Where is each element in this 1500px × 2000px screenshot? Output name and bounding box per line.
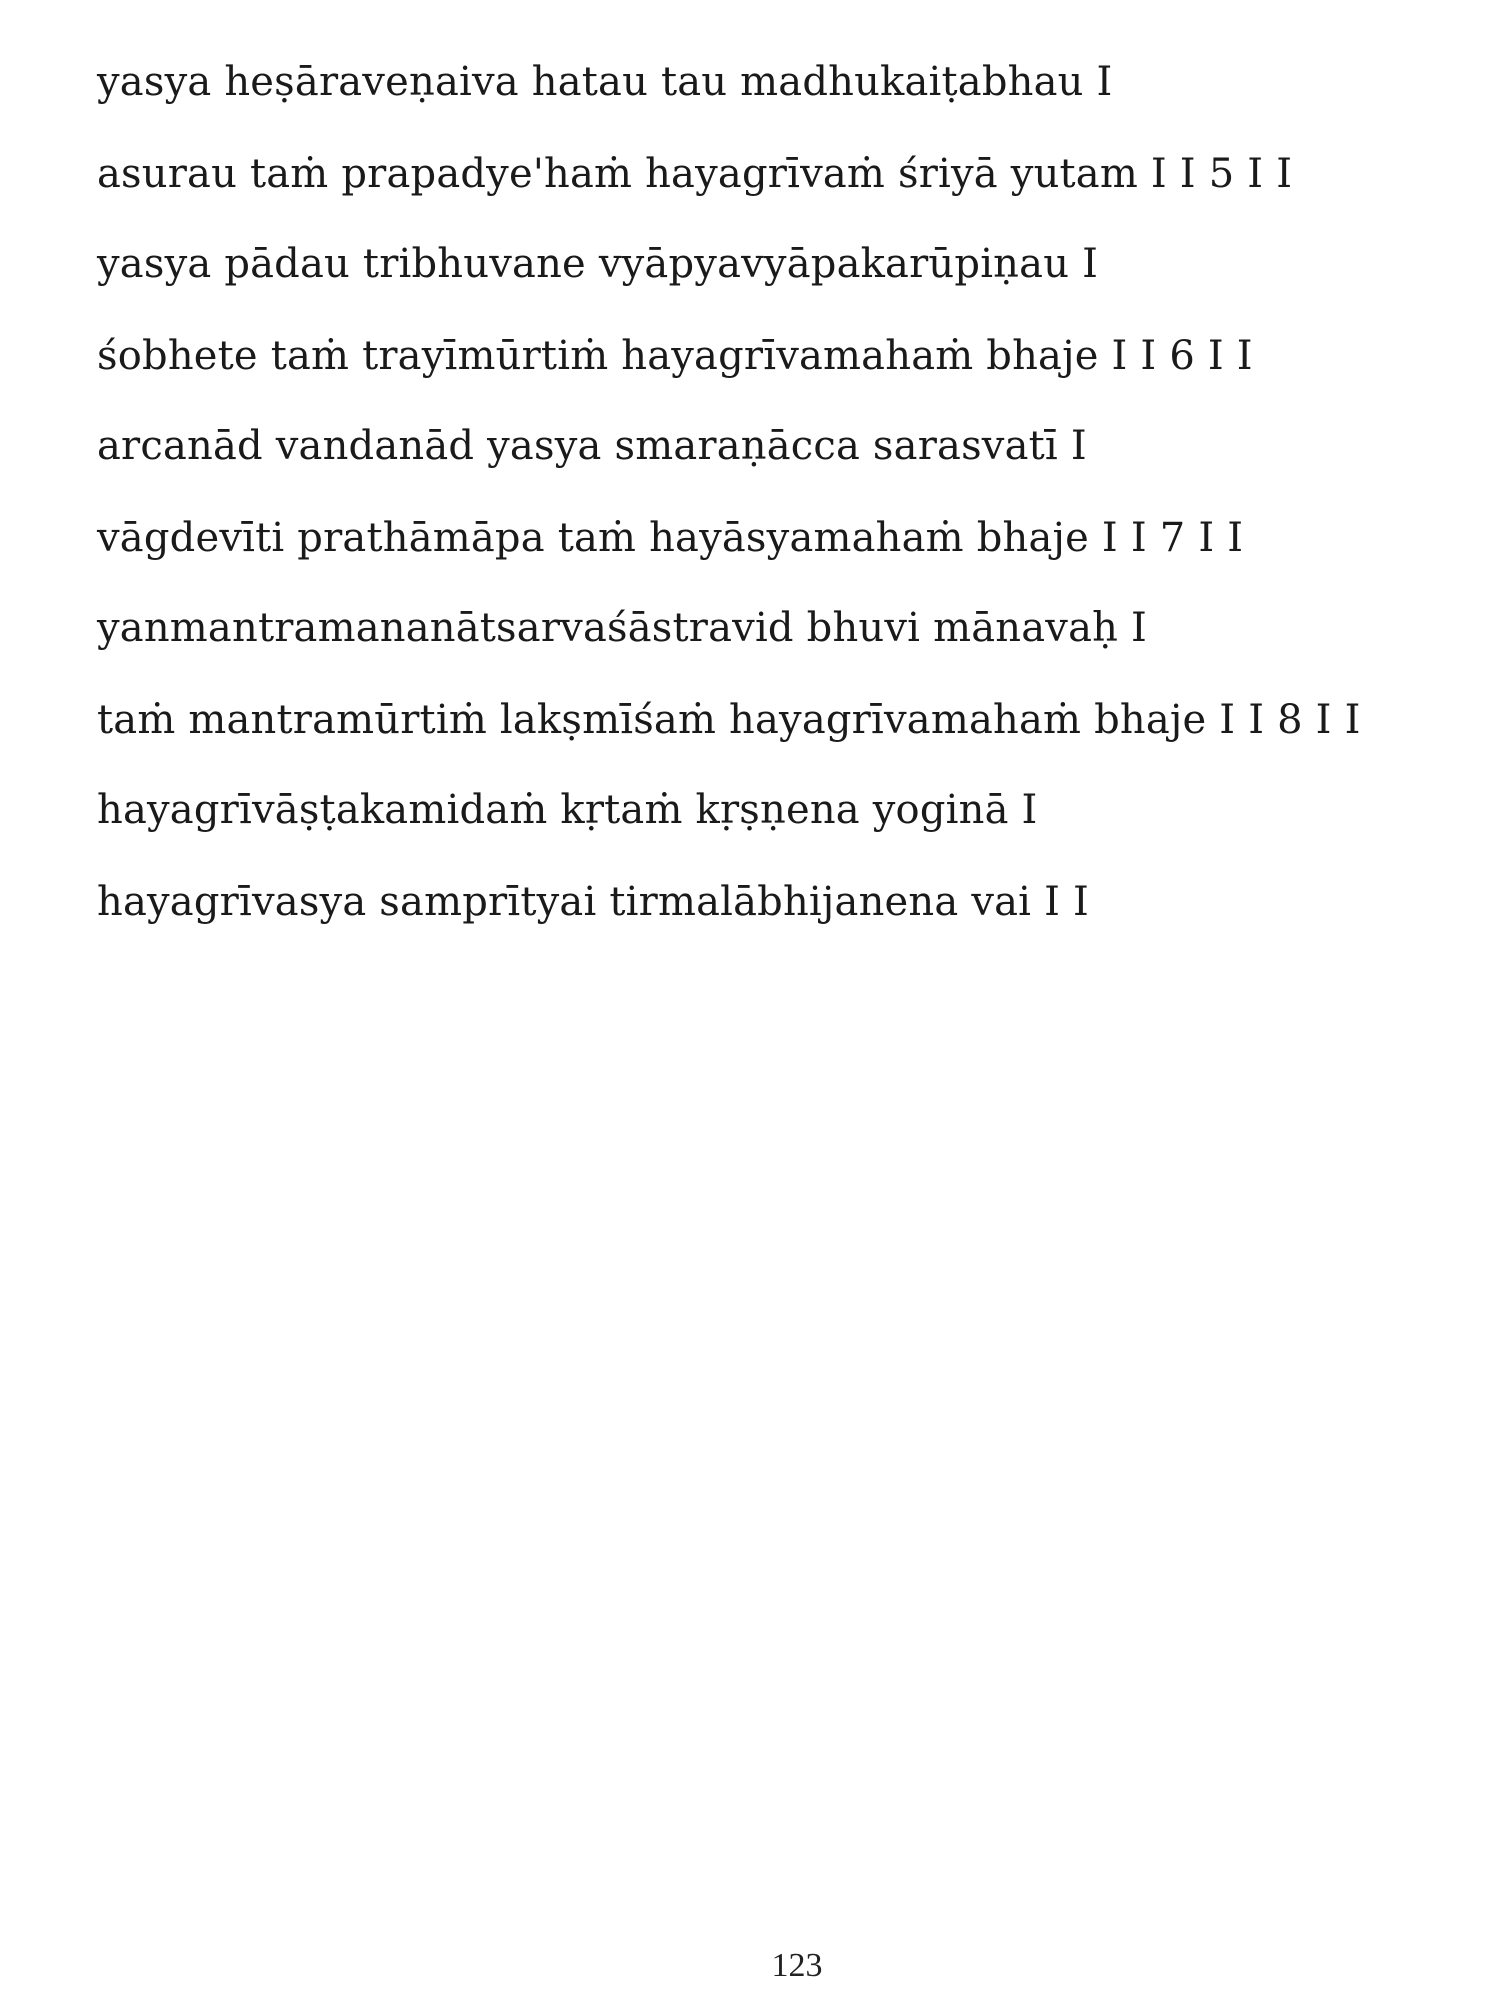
verse-colophon — [97, 786, 1397, 926]
verse-line: śobhete taṁ trayīmūrtiṁ hayagrīvamahaṁ bhaje I I 6 I I — [97, 333, 1253, 379]
verse-line: yanmantramananātsarvaśāstravid bhuvi mānavaḥ I — [97, 605, 1148, 651]
verse-5 — [97, 58, 1397, 198]
verse-7 — [97, 422, 1397, 562]
verse-8 — [97, 604, 1397, 744]
verse-line: yasya heṣāraveṇaiva hatau tau madhukaiṭabhau I — [97, 59, 1113, 105]
verse-line: hayagrīvāṣṭakamidaṁ kṛtaṁ kṛṣṇena yoginā I — [97, 787, 1038, 833]
verse-6 — [97, 240, 1397, 380]
verse-line: asurau taṁ prapadye'haṁ hayagrīvaṁ śriyā yutam I I 5 I I — [97, 151, 1293, 197]
verse-line: arcanād vandanād yasya smaraṇācca sarasvatī I — [97, 423, 1087, 469]
verse-line: hayagrīvasya samprītyai tirmalābhijanena vai I I — [97, 879, 1090, 925]
page-number: 123 — [771, 1947, 823, 1984]
verse-line: yasya pādau tribhuvane vyāpyavyāpakarūpiṇau I — [97, 241, 1099, 287]
verse-list — [97, 58, 1397, 968]
verse-line: taṁ mantramūrtiṁ lakṣmīśaṁ hayagrīvamahaṁ bhaje I I 8 I I — [97, 697, 1361, 743]
verse-line: vāgdevīti prathāmāpa taṁ hayāsyamahaṁ bhaje I I 7 I I — [97, 515, 1244, 561]
